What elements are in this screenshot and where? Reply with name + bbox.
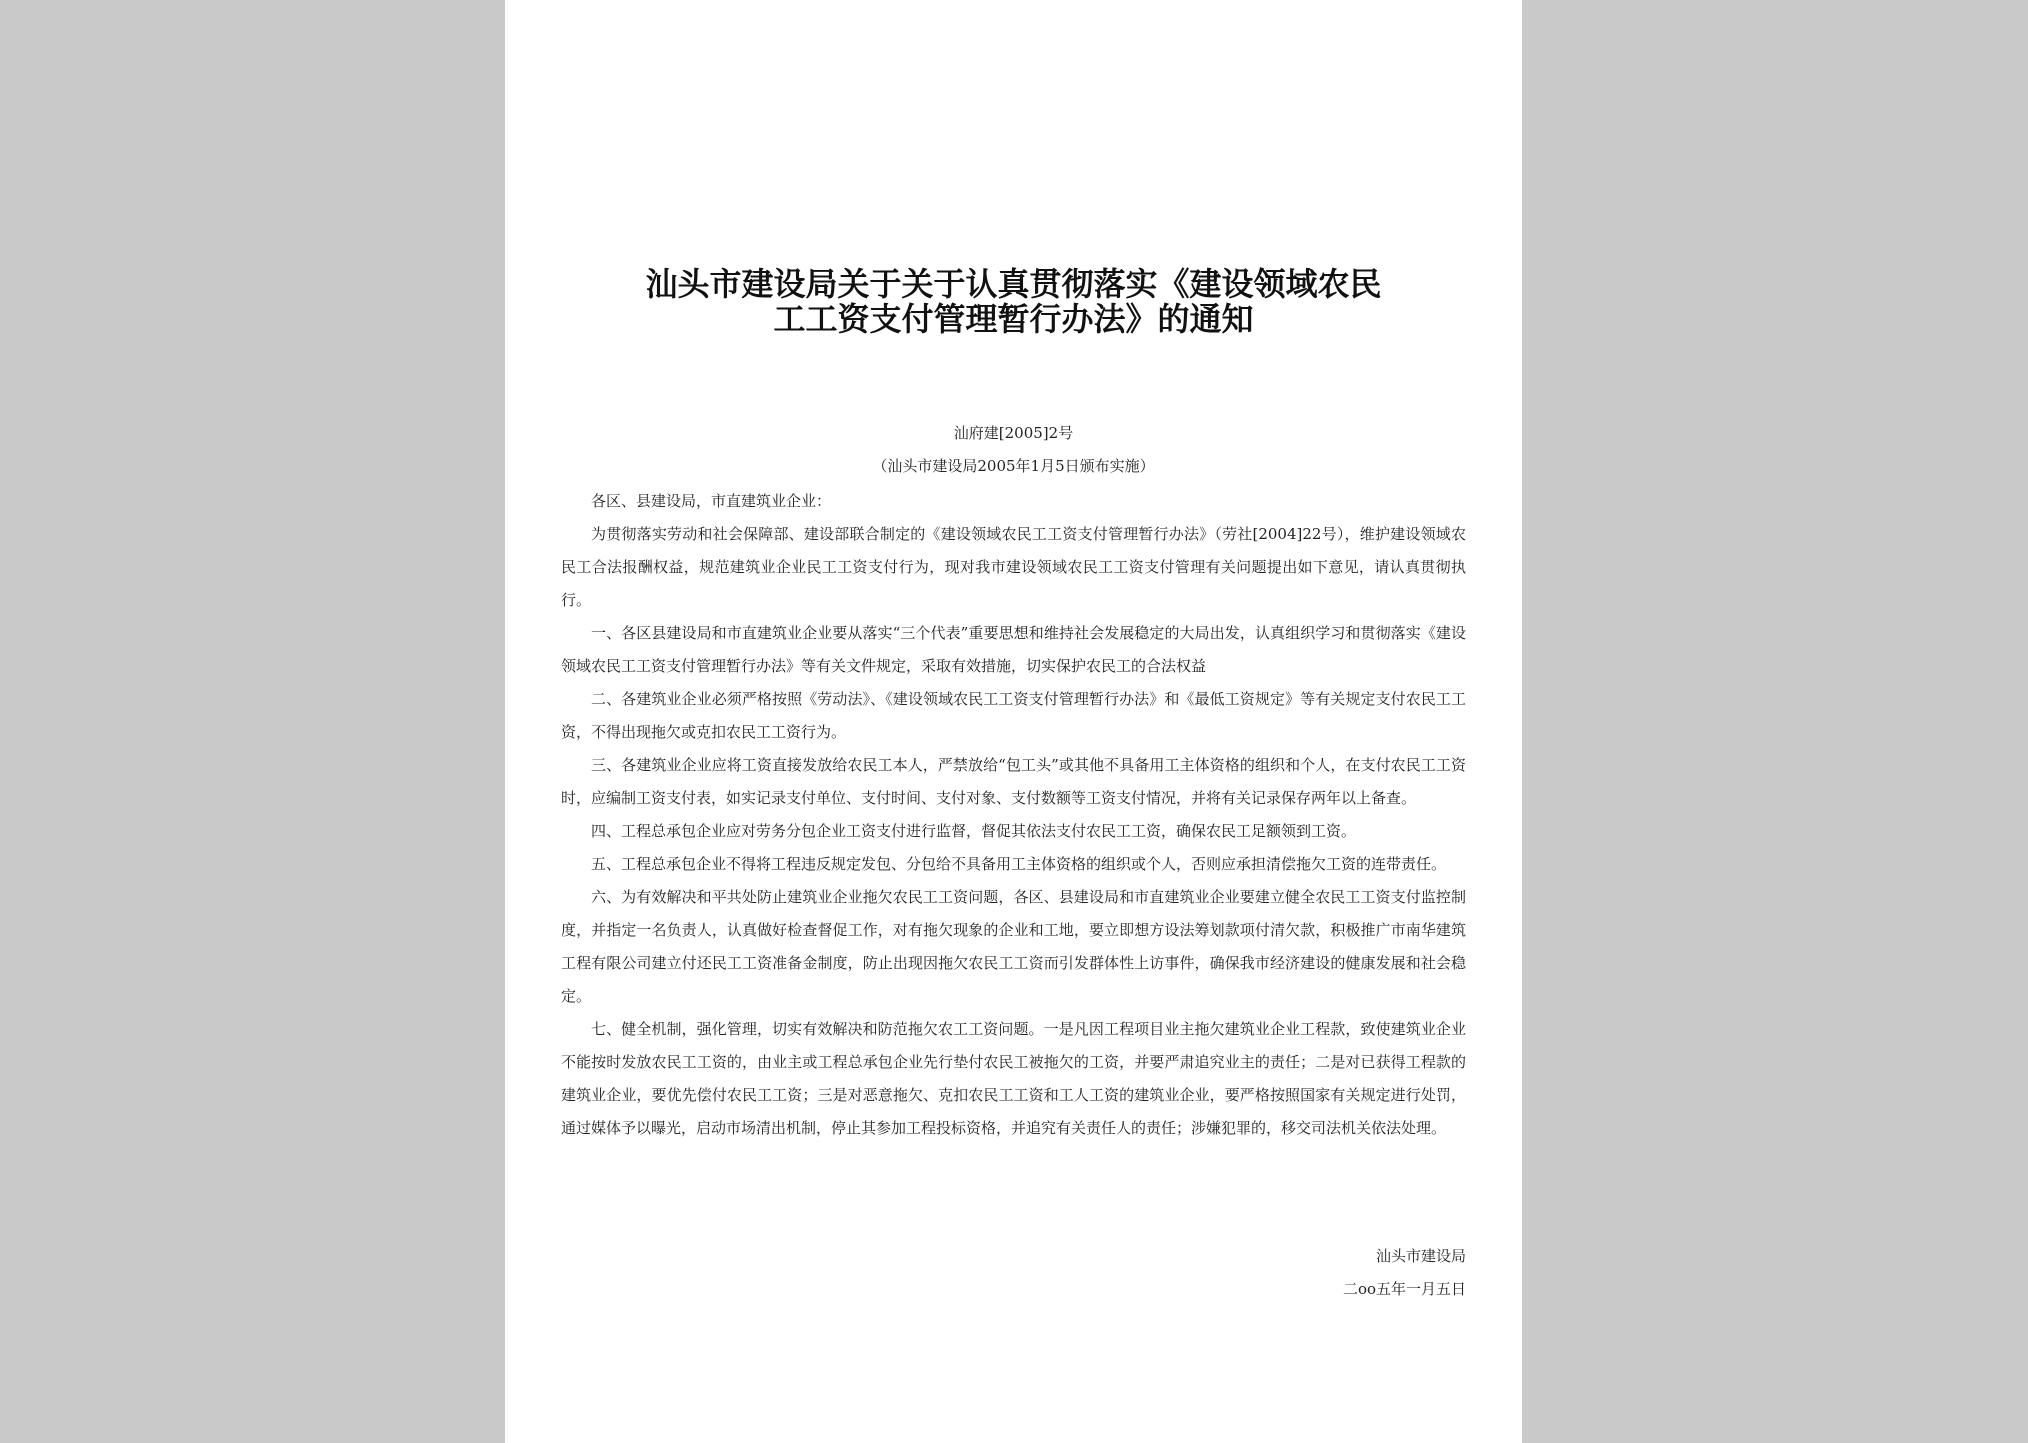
paragraph-item-6: 六、为有效解决和平共处防止建筑业企业拖欠农民工工资问题，各区、县建设局和市直建筑业企业要建立健全农民工工资支付监控制度，并指定一名负责人，认真做好检查督促工作，对有拖欠现象的企业和工地，要立即想方设法筹划款项付清欠款，积极推广市南华建筑工程有限公司建立付还民工工资准备金制度，防止出现因拖欠农民工工资而引发群体性上访事件，确保我市经济建设的健康发展和社会稳定。 (561, 888, 1466, 1005)
signature-date: 二oo五年一月五日 (1342, 1280, 1466, 1298)
document-title-line-2: 工工资支付管理暂行办法》的通知 (773, 300, 1254, 338)
document-number: 汕府建[2005]2号 (953, 424, 1074, 442)
paragraph-item-4: 四、工程总承包企业应对劳务分包企业工资支付进行监督，督促其依法支付农民工工资，确保农民工足额领到工资。 (591, 822, 1357, 840)
paragraph-item-7: 七、健全机制，强化管理，切实有效解决和防范拖欠农工工资问题。一是凡因工程项目业主拖欠建筑业企业工程款，致使建筑业企业不能按时发放农民工工资的，由业主或工程总承包企业先行垫付农民工被拖欠的工资，并要严肃追究业主的责任；二是对已获得工程款的建筑业企业，要优先偿付农民工工资；三是对恶意拖欠、克扣农民工工资和工人工资的建筑业企业，要严格按照国家有关规定进行处罚，通过媒体予以曝光，启动市场清出机制，停止其参加工程投标资格，并追究有关责任人的责任；涉嫌犯罪的，移交司法机关依法处理。 (561, 1020, 1466, 1137)
issue-note: （汕头市建设局2005年1月5日颁布实施） (872, 457, 1155, 475)
salutation: 各区、县建设局，市直建筑业企业： (591, 492, 832, 510)
paragraph-item-2: 二、各建筑业企业必须严格按照《劳动法》、《建设领域农民工工资支付管理暂行办法》和《最低工资规定》等有关规定支付农民工工资，不得出现拖欠或克扣农民工工资行为。 (561, 690, 1466, 741)
paragraph-item-5: 五、工程总承包企业不得将工程违反规定发包、分包给不具备用工主体资格的组织或个人，否则应承担清偿拖欠工资的连带责任。 (591, 855, 1447, 873)
signature-organization: 汕头市建设局 (1375, 1247, 1466, 1265)
paragraph-item-1: 一、各区县建设局和市直建筑业企业要从落实“三个代表”重要思想和维持社会发展稳定的大局出发，认真组织学习和贯彻落实《建设领域农民工工资支付管理暂行办法》等有关文件规定，采取有效措施，切实保护农民工的合法权益 (561, 624, 1466, 675)
paragraph-item-3: 三、各建筑业企业应将工资直接发放给农民工本人，严禁放给“包工头”或其他不具备用工主体资格的组织和个人，在支付农民工工资时，应编制工资支付表，如实记录支付单位、支付时间、支付对象、支付数额等工资支付情况，并将有关记录保存两年以上备查。 (561, 756, 1466, 807)
paragraph-intro: 为贯彻落实劳动和社会保障部、建设部联合制定的《建设领域农民工工资支付管理暂行办法》（劳社[2004]22号），维护建设领域农民工合法报酬权益，规范建筑业企业民工工资支付行为，现对我市建设领域农民工工资支付管理有关问题提出如下意见，请认真贯彻执行。 (561, 525, 1466, 609)
document-page (505, 0, 1522, 1443)
document-title-line-1: 汕头市建设局关于关于认真贯彻落实《建设领域农民 (645, 265, 1382, 303)
document-body (561, 485, 1466, 1145)
